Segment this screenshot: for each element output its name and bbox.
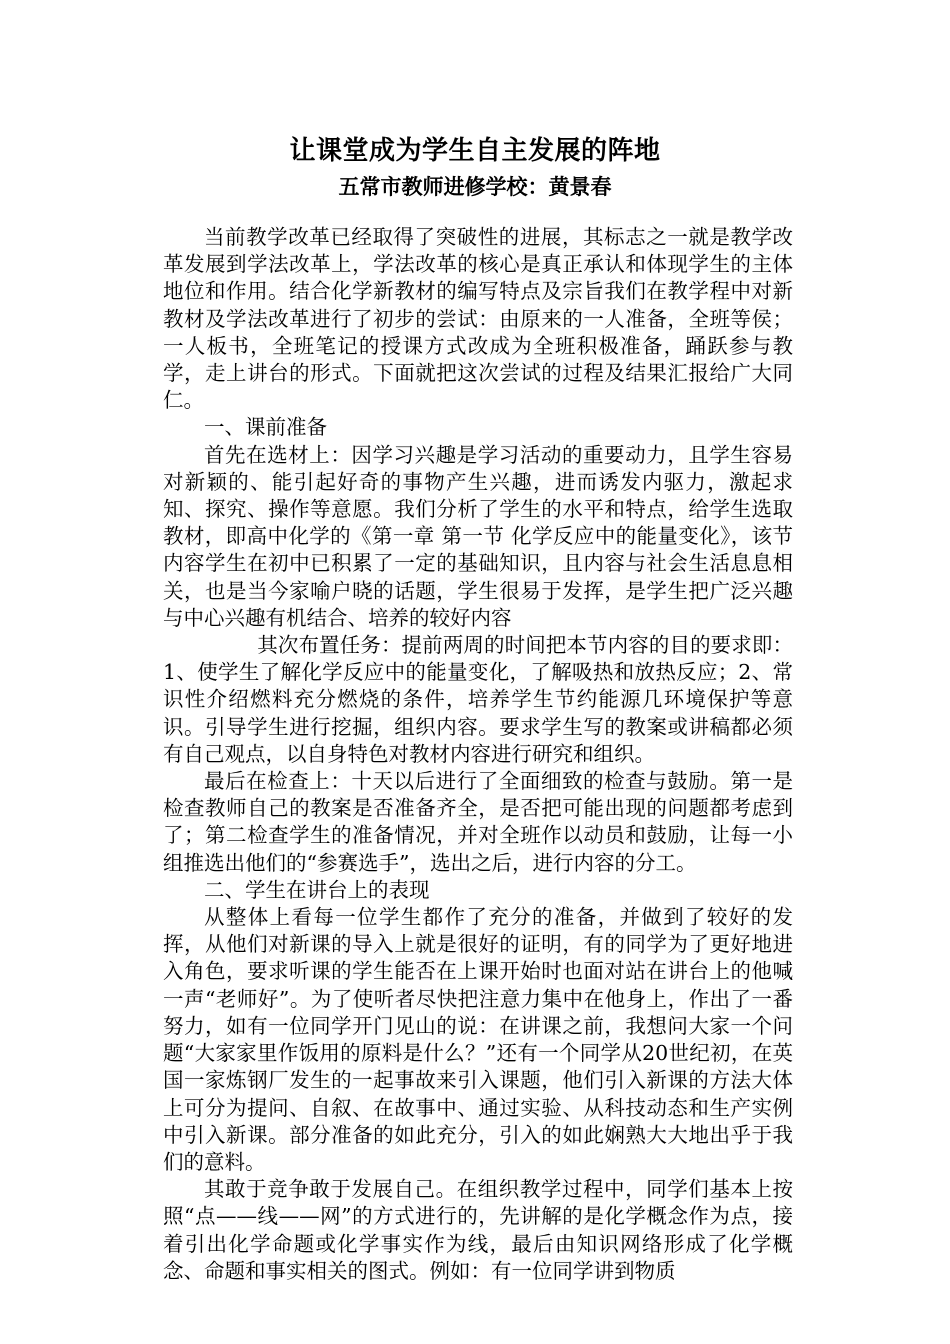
paragraph-competition: 其敢于竞争敢于发展自己。在组织教学过程中，同学们基本上按照“点——线——网”的方式进行的，先讲解的是化学概念作为点，接着引出化学命题或化学事实作为线，最后由知识网络形成了化学概念、命题和事实相关的图式。例如：有一位同学讲到物质	[163, 1177, 793, 1283]
author-line: 五常市教师进修学校：黄景春	[338, 174, 612, 199]
paragraph-inspection: 最后在检查上：十天以后进行了全面细致的检查与鼓励。第一是检查教师自己的教案是否准备齐全，是否把可能出现的问题都考虑到了；第二检查学生的准备情况，并对全班作以动员和鼓励，让每一小组推选出他们的“参赛选手”，选出之后，进行内容的分工。	[163, 769, 793, 875]
document-body	[163, 224, 793, 1285]
paragraph-material-selection: 首先在选材上：因学习兴趣是学习活动的重要动力，且学生容易对新颖的、能引起好奇的事物产生兴趣，进而诱发内驱力，激起求知、探究、操作等意愿。我们分析了学生的水平和特点，给学生选取教材，即高中化学的《第一章 第一节 化学反应中的能量变化》，该节内容学生在初中已积累了一定的基础知识，且内容与社会生活息息相关，也是当今家喻户晓的话题，学生很易于发挥，是学生把广泛兴趣与中心兴趣有机结合、培养的较好内容	[163, 442, 793, 630]
paragraph-overall-performance: 从整体上看每一位学生都作了充分的准备，并做到了较好的发挥，从他们对新课的导入上就是很好的证明，有的同学为了更好地进入角色，要求听课的学生能否在上课开始时也面对站在讲台上的他喊一声“老师好”。为了使听者尽快把注意力集中在他身上，作出了一番努力，如有一位同学开门见山的说：在讲课之前，我想问大家一个问题“大家家里作饭用的原料是什么？”还有一个同学从20世纪初，在英国一家炼钢厂发生的一起事故来引入课题，他们引入新课的方法大体上可分为提问、自叙、在故事中、通过实验、从科技动态和生产实例中引入新课。部分准备的如此充分，引入的如此娴熟大大地出乎于我们的意料。	[163, 905, 793, 1174]
document-title: 让课堂成为学生自主发展的阵地	[289, 136, 661, 166]
section-heading-preparation: 一、课前准备	[204, 415, 327, 440]
section-heading-performance: 二、学生在讲台上的表现	[204, 877, 430, 902]
paragraph-intro: 当前教学改革已经取得了突破性的进展，其标志之一就是教学改革发展到学法改革上，学法改革的核心是真正承认和体现学生的主体地位和作用。结合化学新教材的编写特点及宗旨我们在教学程中对新教材及学法改革进行了初步的尝试：由原来的一人准备，全班等侯；一人板书，全班笔记的授课方式改成为全班积极准备，踊跃参与教学，走上讲台的形式。下面就把这次尝试的过程及结果汇报给广大同仁。	[163, 225, 793, 413]
paragraph-task-assignment: 其次布置任务：提前两周的时间把本节内容的目的要求即：1、使学生了解化学反应中的能量变化，了解吸热和放热反应；2、常识性介绍燃料充分燃烧的条件，培养学生节约能源几环境保护等意识。引导学生进行挖掘，组织内容。要求学生写的教案或讲稿都必须有自己观点，以自身特色对教材内容进行研究和组织。	[163, 633, 793, 766]
